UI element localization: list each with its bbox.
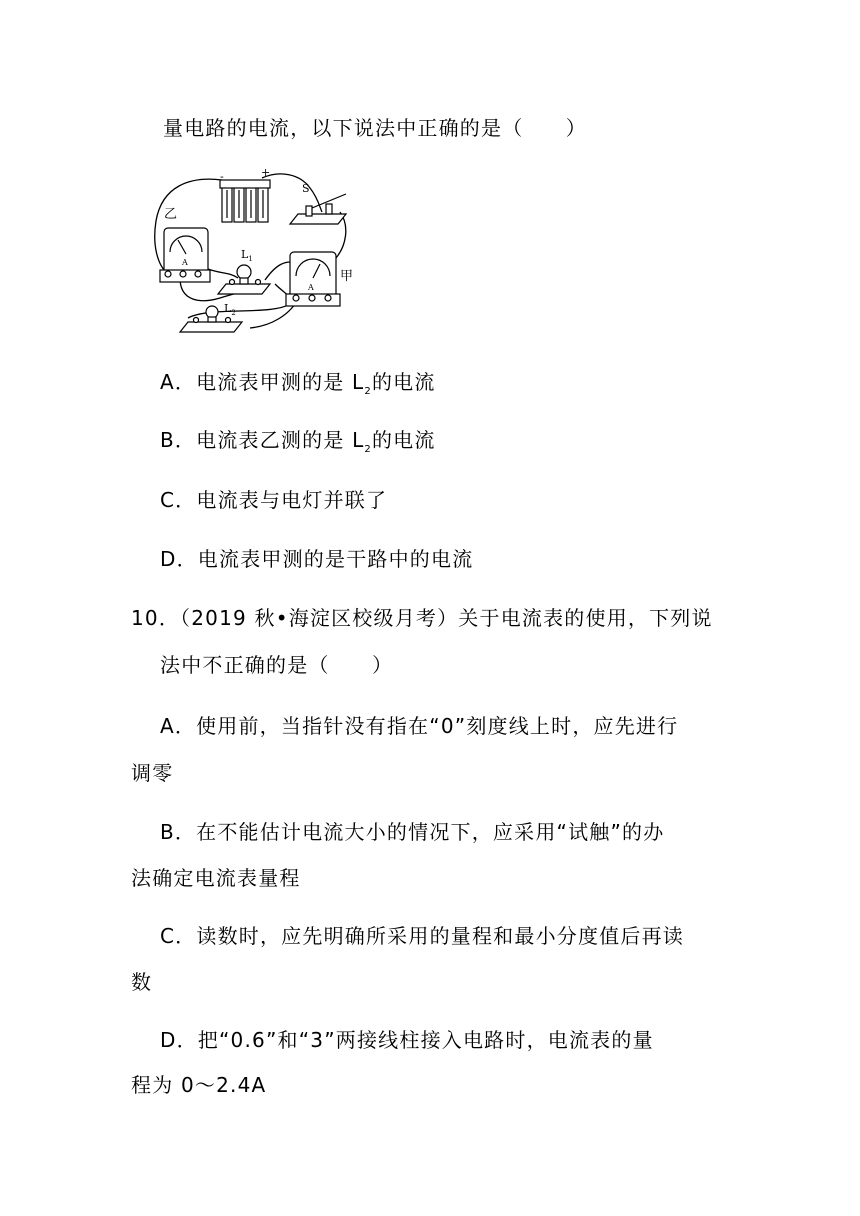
ammeter-left-label: 乙 — [164, 207, 178, 222]
battery-minus-label: - — [220, 170, 224, 183]
battery-plus-label: + — [261, 166, 271, 179]
question-10-stem-line-1: 10．（2019 秋•海淀区校级月考）关于电流表的使用，下列说 — [131, 606, 713, 630]
lamp-l2-label: $L_2$ — [224, 302, 236, 317]
ammeter-right-label: 甲 — [340, 269, 354, 284]
question-10-option-c-line-1: C．读数时，应先明确所采用的量程和最小分度值后再读 — [160, 924, 684, 948]
lamp-l1-label: $L_1$ — [241, 248, 253, 263]
battery-icon — [220, 180, 270, 222]
question-10-option-d-line-2: 程为 0～2.4A — [131, 1073, 267, 1097]
ammeter-left-icon — [160, 228, 210, 282]
ammeter-left-symbol: A — [182, 258, 188, 267]
question-10-option-a-line-1: A．使用前，当指针没有指在“0”刻度线上时，应先进行 — [160, 714, 679, 738]
lamp-l1-icon — [218, 265, 270, 294]
question-10-option-b-line-2: 法确定电流表量程 — [131, 866, 301, 890]
circuit-diagram — [150, 166, 362, 342]
ammeter-right-symbol: A — [308, 283, 314, 292]
question-9-option-b: B．电流表乙测的是 $L_2$的电流 — [160, 428, 436, 455]
ammeter-right-icon — [286, 252, 340, 306]
switch-icon — [290, 194, 346, 224]
question-10-option-a-line-2: 调零 — [131, 761, 174, 785]
question-9-option-c: C．电流表与电灯并联了 — [160, 488, 388, 512]
question-10-option-d-line-1: D．把“0.6”和“3”两接线柱接入电路时，电流表的量 — [160, 1028, 654, 1052]
question-9-option-d: D．电流表甲测的是干路中的电流 — [160, 547, 474, 571]
question-10-option-c-line-2: 数 — [131, 970, 153, 994]
question-10-option-b-line-1: B．在不能估计电流大小的情况下，应采用“试触”的办 — [160, 820, 665, 844]
question-9-option-a: A．电流表甲测的是 $L_2$的电流 — [160, 370, 436, 397]
question-9-stem: 量电路的电流，以下说法中正确的是（ ） — [163, 116, 587, 140]
switch-label: S — [302, 182, 310, 195]
question-10-stem-line-2: 法中不正确的是（ ） — [160, 653, 394, 677]
